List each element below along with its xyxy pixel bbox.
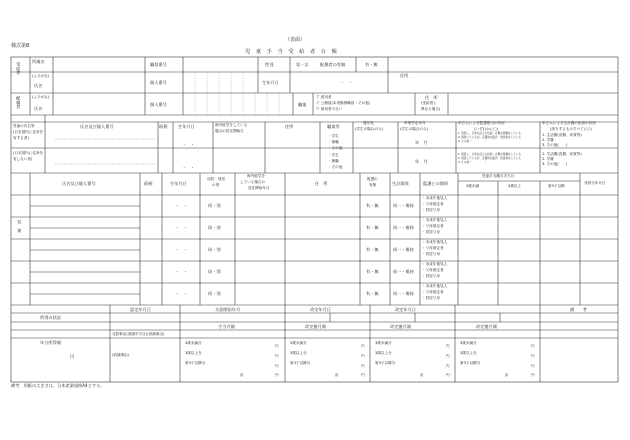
job-option-b: イ 公務員(本省勤務職員・その他) [316,101,371,105]
uc-grad-header-1: 卒業予定年月 [404,121,426,125]
lc-keikei: 同一・維持 [393,225,414,230]
lc-name-header: 氏名及び個人番号 [62,181,96,186]
lc-keikei-header: 生計関係 [392,181,409,186]
uc-address-header: 住所 [285,124,294,129]
lc-rel-1: ・未成年後見人 [422,218,448,222]
yen-3: 円 [361,364,365,368]
yen-2: 円 [531,354,535,358]
yen-3: 円 [446,364,450,368]
spouse-address-note-1: (受給者と [421,101,437,105]
kaitei-after-label-3: 改定後月額 [476,324,497,329]
form-number: 様式第8 [11,43,30,49]
lc-live: 同・別 [208,269,221,274]
dob-label: 生年月日 [262,80,279,85]
income-amount-label: 年分所得額 [40,340,61,345]
third-label: 第3子以降分 [460,361,481,365]
lc-abroad-header-2: している場合の [240,180,266,184]
kaitei-label-2: 改定年月日 [395,307,416,312]
kaitei-label-1: 改定年月日 [310,307,331,312]
lc-rel-kango-header: 監護との関係 [423,181,449,186]
kaitei-after-label-1: 改定後月額 [305,324,326,329]
lc-address-header: 住 所 [315,181,328,186]
under3-label: 3歳未満分 [185,341,202,345]
lc-kango: 有・無 [366,291,379,296]
lc-kango-header-1: 監護の [367,177,378,181]
lc-live-header-2: の別 [212,183,220,187]
yen-1: 円 [531,344,535,348]
uc-cost-header-1: 申立人による生計費の負担の状況 [542,121,596,125]
uc-rel-header: 続柄 [159,124,168,129]
uc-cost-3: 3. その他( ) [542,143,568,147]
yen-1: 円 [361,344,365,348]
uc-job-header: 職業等 [327,124,340,129]
sex-label: 性別 [265,62,274,67]
uc-grad: 年 月 [415,140,428,145]
spouse-kana-label: (ふりがな) [32,95,50,99]
under3-label: 3歳未満分 [375,341,392,345]
shomei-label: (消滅事由) [112,353,130,357]
lc-rel-1: ・未成年後見人 [422,262,448,266]
lc-rel-2: ・父母指定者 [422,268,444,272]
spouse-section-label: 配偶者 [16,96,22,109]
lc-rel-1: ・未成年後見人 [422,284,448,288]
uc-school-header-1: 通学先 [363,121,374,125]
job-option-c: ウ 被用者でない [316,107,343,111]
lc-rel-2: ・父母指定者 [422,290,444,294]
lc-live: 同・別 [208,247,221,252]
uc-job-1: ・学生 [328,153,339,157]
lc-keikei: 同一・維持 [393,203,414,208]
form-side-label: （表面） [285,37,306,43]
uc-care-1: 1. 同居し、日常生活上の世話・必要な保護をしている [458,132,521,135]
yen-4: 円 [531,373,535,377]
under3-label: 3歳未満分 [290,341,307,345]
income-label: 所得の状況 [40,315,61,320]
yen-3: 円 [275,364,279,368]
uc-job-1: ・学生 [328,134,339,138]
lc-keikei: 同一・維持 [393,247,414,252]
uc-care-header-1: 申立人による監護相当の状況 [458,121,505,125]
lc-amount-header: 児童手当額月手当月 [482,174,515,178]
spouse-exist-label: 配偶者の有無 [320,62,346,67]
lc-abroad-header-1: 海外留学を [247,174,265,178]
shikyu-label: 支給開始年月 [215,307,241,312]
applicant-name-label: 氏名 [34,83,43,88]
yen-3: 円 [531,364,535,368]
yen-1: 円 [275,344,279,348]
uc-abroad-header-1: 海外留学をしている [215,123,248,127]
dob-value: ・ ・ [340,80,353,85]
kijun-label: 北影事由(消滅年月日)(消滅事由) [112,332,165,336]
lc-dob: ・ ・ [175,203,188,208]
personal-no-label: 個人番号 [150,80,167,85]
spouse-address-label: 住 所 [425,95,438,100]
lc-rel-3: ・同居父母 [422,274,440,278]
lc-live-header-1: 同居・別居 [207,177,225,181]
uc-care-2: 2. 別居しているが、定期的な面会・送金等をしている [458,157,521,160]
lc-kango: 有・無 [366,225,379,230]
uc-cost-2: 2. 学費 [542,157,554,161]
lc-live: 同・別 [208,291,221,296]
uc-care-1: 1. 同居し、日常生活上の世話・必要な保護をしている [458,153,521,156]
uc-job-3: ・その他 [328,146,343,150]
uc-name-header: 氏名及び個人番号 [80,124,114,129]
residence-note-5: 有しない者) [13,157,33,161]
total-label: 計 [240,373,244,377]
lc-nonapp-header: 非該当年月日 [584,181,606,185]
lc-rel-header: 続柄 [144,181,153,186]
yen-4: 円 [361,373,365,377]
lc-dob: ・ ・ [175,269,188,274]
yen-4: 円 [446,373,450,377]
yen-2: 円 [446,354,450,358]
lc-third-header: 第3子以降 [548,184,565,188]
lc-dob: ・ ・ [175,225,188,230]
yen-2: 円 [275,354,279,358]
uc-care-3: 3. その他（ ） [458,140,488,143]
uc-job-2: ・無職 [328,140,339,144]
biko-label: 備 考 [570,307,587,312]
address-label: 住所 [400,73,409,78]
residence-note-1: 児童の氏名等 [13,124,35,128]
uc-cost-1: 1. 生活費(食費、家賃等) [542,133,582,137]
lc-over3-header: 3歳以上 [508,184,522,188]
lc-kango: 有・無 [366,269,379,274]
lc-rel-3: ・同居父母 [422,230,440,234]
spouse-personal-no-label: 個人番号 [150,102,167,107]
lc-abroad-header-3: 居住開始年月 [248,186,270,190]
sex-value: 男・女 [296,62,309,67]
lc-live: 同・別 [208,203,221,208]
uc-cost-3: 3. その他( ) [542,162,568,166]
third-label: 第3子以降分 [185,361,206,365]
spouse-exist-value: 有・無 [365,62,378,67]
uc-care-3: 3. その他（ ） [458,161,488,164]
lc-dob-header: 生年月日 [170,181,187,186]
nintei-label: 認定年月日 [130,307,151,312]
spouse-job-label: 職業 [298,102,307,107]
residence-note-4: (日本国内に住所を [13,151,44,155]
teate-label: 手当月額 [218,324,235,329]
lc-rel-1: ・未成年後見人 [422,196,448,200]
uc-care-2: 2. 別居しているが、定期的な面会・送金等をしている [458,136,521,139]
lc-rel-2: ・父母指定者 [422,224,444,228]
lc-keikei: 同一・維持 [393,291,414,296]
over3-label: 3歳以上分 [460,351,477,355]
shozoku-label: 所属名 [32,59,45,64]
lc-kango: 有・無 [366,247,379,252]
lc-rel-3: ・同居父母 [422,208,440,212]
uc-care-header-2: (いずれかに○) [474,127,498,131]
spouse-address-note-2: 異なる場合) [421,107,441,111]
yen-1: 円 [446,344,450,348]
lc-under3-header: 3歳未満 [466,184,480,188]
lc-kango-header-2: 有無 [369,183,377,187]
job-option-a: ア 被用者 [316,95,332,99]
uc-job-3: ・その他 [328,165,343,169]
uc-cost-1: 1. 生活費(食費、家賃等) [542,152,582,156]
uc-cost-2: 2. 学費 [542,138,554,142]
residence-note-3: 有する者) [13,136,29,140]
lc-rel-1: ・未成年後見人 [422,240,448,244]
yen-4: 円 [275,373,279,377]
residence-note-2: (日本国内に住所を [13,130,44,134]
page-title: 児 童 手 当 受 給 者 台 帳 [245,49,339,55]
applicant-kana-label: (ふりがな) [32,74,50,78]
total-label: 計 [505,373,509,377]
yen-2: 円 [361,354,365,358]
over3-label: 3歳以上分 [375,351,392,355]
lc-live: 同・別 [208,225,221,230]
lc-rel-2: ・父母指定者 [422,246,444,250]
kaitei-after-label-2: 改定後月額 [390,324,411,329]
over3-label: 3歳以上分 [290,351,307,355]
lc-dob: ・ ・ [175,247,188,252]
income-yen: 円 [70,354,75,359]
third-label: 第3子以降分 [290,361,311,365]
uc-grad: 年 月 [415,159,428,164]
uc-dob-header: 生年月日 [178,124,195,129]
employee-no-label: 職員番号 [150,62,167,67]
lc-section-label: 児 童 [17,220,23,233]
total-label: 計 [420,373,424,377]
over3-label: 3歳以上分 [185,351,202,355]
lc-rel-3: ・同居父母 [422,252,440,256]
uc-grad-header-2: (学生の場合のみ) [400,127,428,131]
uc-cost-header-2: (該当するものすべてに○) [550,127,592,131]
uc-job-2: ・無職 [328,159,339,163]
lc-keikei: 同一・維持 [393,269,414,274]
spouse-name-label: 氏名 [34,106,43,111]
footnote: 備考 用紙の大きさは、日本産業規格A4とする。 [11,383,105,388]
uc-dob: ・ ・ [182,165,195,170]
lc-rel-2: ・父母指定者 [422,202,444,206]
uc-dob: ・ ・ [182,142,195,147]
lc-dob: ・ ・ [175,291,188,296]
lc-rel-3: ・同居父母 [422,296,440,300]
applicant-section-label: 受給者 [16,62,22,75]
lc-kango: 有・無 [366,203,379,208]
third-label: 第3子以降分 [375,361,396,365]
under3-label: 3歳未満分 [460,341,477,345]
total-label: 計 [335,373,339,377]
uc-abroad-header-2: 場合の居住開始日 [215,129,244,133]
uc-school-header-2: (学生の場合のみ) [355,127,383,131]
